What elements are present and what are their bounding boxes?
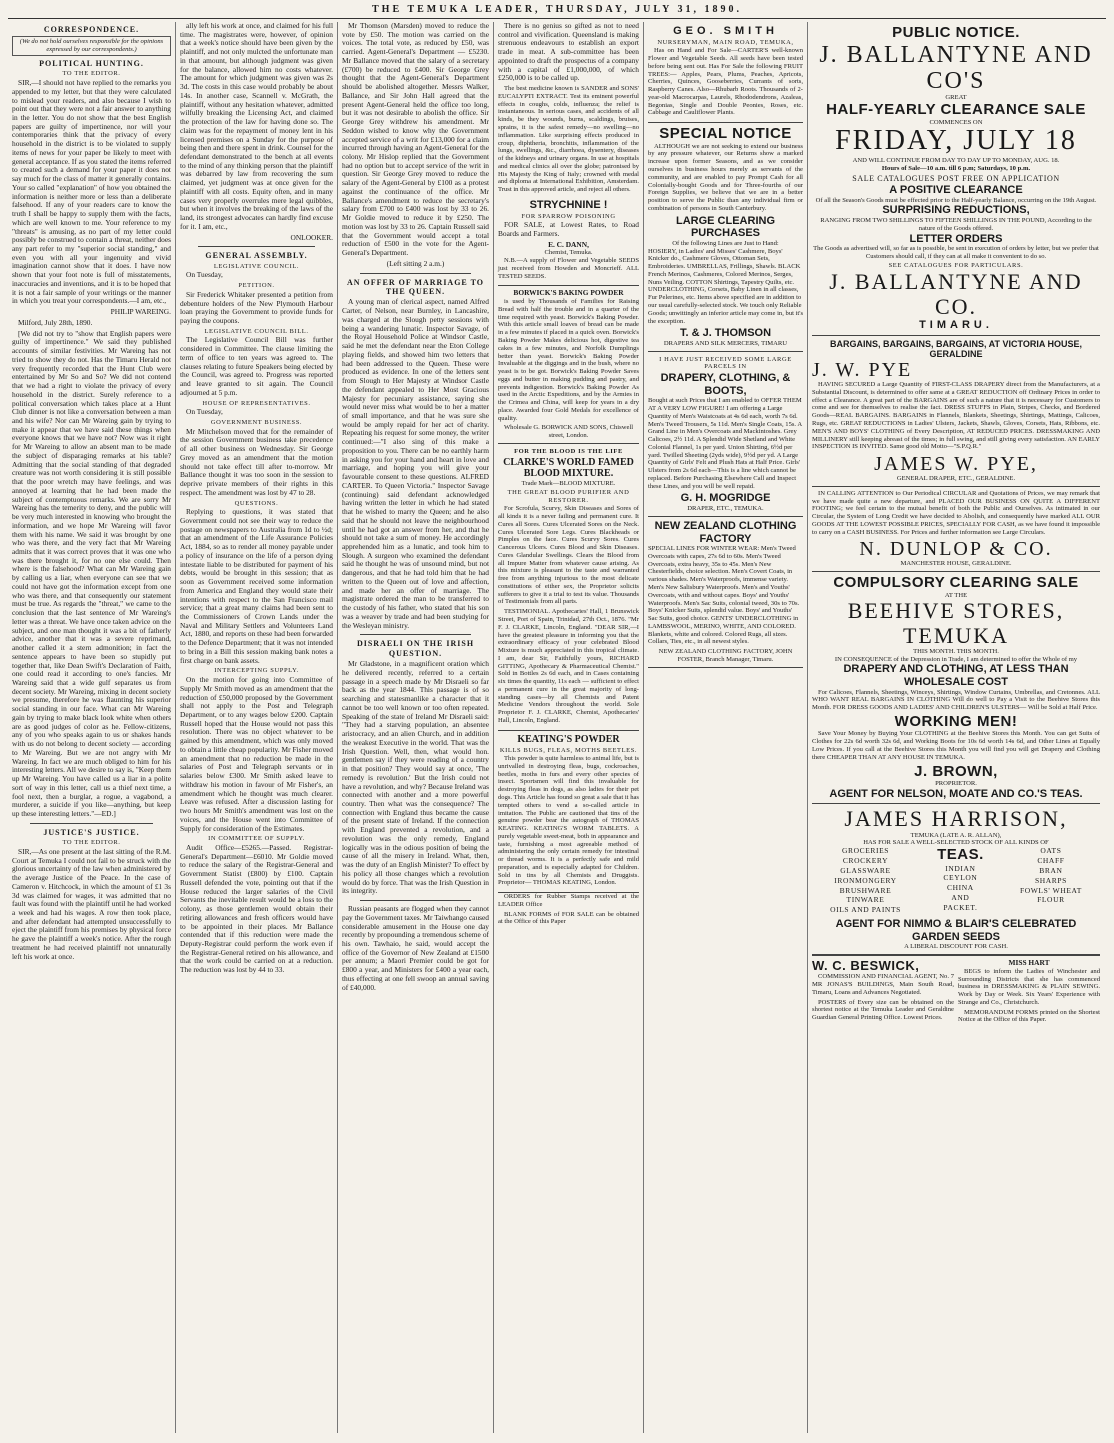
ad-line: SALE CATALOGUES POST FREE ON APPLICATION — [852, 173, 1060, 183]
ad-name: J. BALLANTYNE AND CO. — [829, 269, 1083, 319]
ad-memo: MEMORANDUM FORMS printed on the Shortest Notice at the Office of this Paper. — [958, 1008, 1100, 1024]
ad-body: HOSIERY, in Ladies' and Misses' Cashmere, Boys' Knicker do., Cashmere Gloves, Ottoman Sets, Embroideries. UMBRELLAS, Frillings, Shawls. BLACK French Merinos, Cashmeres, Colored Merinos, Serges, Nuns Veiling. COTTON Shirtings, Tapestry Quilts, etc. UNDERCLOTHING, Corsets, Baby Linen in all classes, Fur Pelerines, etc. Items above specified are in addition to our usual carefully-selected stock. We touch only Reliable Goods; unwittingly an inferior article may come in, but it's the exception. — [648, 247, 804, 325]
ad-name: J. BROWN, — [914, 762, 998, 780]
goods-item: CEYLON — [943, 873, 978, 883]
goods-mid — [937, 847, 984, 915]
goods-item: BRUSHWARE — [839, 885, 892, 895]
paragraph: Mr Thomson (Marsden) moved to reduce the vote by £50. The motion was carried on the voices. The total vote, as reduced by £50, was carried. Agent-General's Department — £5230. Mr Ballance moved that the salary of a secretary (£700) be reduced to £400. Sir George Grey thought that the Agent-General's Department should be abolished altogether. Messrs Walker, Ballance, and Sir John Hall agreed that the present Agent-General held the office too long, but it was not desirable to abolish the office. Sir George Grey withdrew his amendment. Mr Seddon wished to know why the Government accepted service of a writ for £13,000 for a claim incurred through having an Agent-General for the colony. Mr Hislop replied that the Government had no option but to accept service of the writ in question. Sir George Grey moved to reduce the salary of the Agent-General by £100 as a protest against the continuance of the office. Mr Ballance's amendment to reduce the secretary's salary from £700 to £400 was lost by 33 to 26. Mr Goldie moved to reduce it by £250. The motion was lost by 33 to 26. Captain Russell said that the Government would accept a total reduction of £500 in the vote for the Agent-General's Department. — [342, 22, 489, 258]
sitting-note: (Left sitting 2 a.m.) — [386, 258, 445, 268]
to-editor: TO THE EDITOR. — [62, 839, 121, 847]
masthead: THE TEMUKA LEADER, THURSDAY, JULY 31, 1890. — [372, 4, 742, 15]
paragraph: The best medicine known is SANDER and SONS' EUCALYPTI EXTRACT. Test its eminent powerful effects in coughs, colds, influenza; the relief is instantaneous. In serious cases, and accidents of all kinds, be they wounds, burns, scaldings, bruises, sprains, it is the safest remedy—no swelling—no inflammation. Like surprising effects produced in croup, diphtheria, bronchitis, inflammation of the lungs, swellings, &c., diarrhoea, dysentery, diseases of the kidneys and urinary organs. In use at hospitals and medical clinics all over the globe; patronised by His Majesty the King of Italy; crowned with medal and diploma at International Exhibition, Amsterdam. Trust in this approved article, and reject all others. — [498, 85, 639, 194]
goods-item: CHINA — [947, 883, 974, 893]
subheading: PETITION. — [238, 282, 275, 290]
ad-headline: HALF-YEARLY CLEARANCE SALE — [826, 101, 1086, 119]
ad-title: KEATING'S POWDER — [517, 733, 620, 745]
paragraph: Mr Gladstone, in a magnificent oration which he delivered recently, referred to a certain passage in a speech made by Mr Disraeli so far back as the year 1844. This passage is of so searching and statesmanlike a character that it cannot be too well known or too often repeated. Speaking of the state of Ireland Mr Disraeli said: "They had a starving population, an absentee aristocracy, and an alien Church, and in addition the weakest Executive in the world. That was the Irish Question. Well, then, what would hon. gentlemen say if they were reading of a country in that position? They would say at once, 'The remedy is revolution.' But the Irish could not have a revolution, and why? Because Ireland was connected with another and a more powerful country. Then what was the consequence? The connection with England thus became the cause of the present state of Ireland. If the connection with England prevented a revolution, and a revolution was the only remedy, England logically was in the odious position of being the cause of all the misery in Ireland. What, then, was the duty of an English Minister? To effect by his policy all those changes which a revolution would do by force. That was the Irish Question in its integrity. — [342, 659, 489, 896]
ad-harrison — [812, 804, 1100, 955]
ad-blank-forms: BLANK FORMS of FOR SALE can be obtained at the Office of this Paper — [498, 910, 639, 926]
ad-beswick — [812, 959, 954, 1026]
article-title: DISRAELI ON THE IRISH QUESTION. — [356, 639, 475, 658]
ad-body: The Goods as advertised will, so far as is possible, be sent in execution of orders by letter, but we prefer that Customers should call, if they can at all make it convenient to do so. — [813, 245, 1099, 261]
to-editor: TO THE EDITOR. — [62, 70, 121, 78]
ad-body: This powder is quite harmless to animal life, but is unrivalled in destroying fleas, bugs, cockroaches, beetles, moths in furs and every other species of insect. Sportsmen will find this invaluable for destroying fleas in dogs, as also ladies for their pet dogs. This Article has found so great a sale that it has tempted others to vend a so-called article in imitation. The Public are cautioned that tins of the genuine powder bear the autograph of THOMAS KEATING. KEATING'S WORM TABLETS. A purely vegetable sweet-meat, both in appearance and taste, furnishing a most agreeable method of administering the only certain remedy for intestinal or thread worms. It is a perfectly safe and mild preparation, and is especially adapted for Children. Sold in tins by all Chemists and Druggists. Proprietor— THOMAS KEATING, London. — [498, 755, 639, 887]
ad-line: AGENT FOR NIMMO & BLAIR'S CELEBRATED GARDEN SEEDS — [835, 918, 1077, 943]
ad-body: IN CALLING ATTENTION to Our Periodical CIRCULAR and Quotations of Prices, we may remark that we have made quite a new departure, and PLACED OUR BUSINESS ON QUITE A DIFFERENT FOOTING; we feel certain to the mutual benefit of both the Public and Ourselves. As intimated in our Circular, the System of Long Credit we have decided to Abolish, and consequently have marked ALL OUR GOODS AT THE LOWEST POSSIBLE PRICES, SPECIALLY FOR CASH, as we have found it impossible to carry on a CASH BUSINESS. For Prices and further information see Large Circulars. — [812, 489, 1100, 536]
column-correspondence — [8, 22, 176, 1433]
paragraph: On the motion for going into Committee of Supply Mr Smith moved as an amendment that the reduction of £50,000 proposed by the Government shall not apply to the Post and Telegraph Department, or to any wages below £200. Captain Russell hoped that the House would not pass this resolution. There was no object whatever to be gained by this amendment, which was only moved to obtain a little cheap popularity. Mr Fisher moved an amendment that no reduction be made in the salaries of Post and Telegraph servants or in salaries below £300. Mr Smith asked leave to withdraw his motion in favour of Mr Fisher's, an amendment which he thought was much clearer. Leave was refused. After a discussion lasting for two hours Mr Smith's amendment was lost on the voices, and the House went into Committee of Supply for consideration of the Estimates. — [180, 675, 333, 833]
ad-body: IN CONSEQUENCE of the Depression in Trade, I am determined to offer the Whole of my — [834, 655, 1078, 663]
ad-borwick — [498, 286, 639, 444]
ad-body: Save Your Money by Buying Your CLOTHING at the Beehive Stores this Month. You can get Suits of Clothes for 22s 6d worth 32s 6d, and Working Boots for 10s 6d worth 14s 6d, and Other Lines at Equally Low Prices. If you call at the Beehive Stores this Month you will find you will get Drapery and Clothing there CHEAPER THAN AT ANY HOUSE IN TEMUKA. — [812, 730, 1100, 761]
paragraph: Mr Mitchelson moved that for the remainder of the session Government business take precedence of all other business on Wednesday. Sir George Grey moved as an amendment that the motion should not take effect till after to-morrow. Mr Ballance thought it was too soon in the session to deprive private members of their rights in this respect. The amendment was lost by 47 to 28. — [180, 426, 333, 497]
ad-footer: NEW ZEALAND CLOTHING FACTORY, JOHN FOSTER, Branch Manager, Timaru. — [658, 648, 793, 663]
ad-headline: A POSITIVE CLEARANCE — [889, 184, 1023, 197]
divider — [30, 823, 153, 824]
editor-reply: [We did not try to "show that English papers were guilty of impertinence." We said they published accounts of similar festivities. Mr Wareing has not tried to show they do not. Has the Timaru Herald not very frequently recorded that the Hunt Club were entertained by Mr So and So? We did not contend that we had a right to violate the privacy of every household in the district. Surely reference to a political conversation which takes place at a Hunt Club dinner is not like a conversation between a man and his wife? Nor can Mr Wareing gain by trying to make it appear that we have said these things when everyone knows that we have not? Now was it right for Mr Wareing to allow an absent man to be made the subject of disparaging remarks at his table? Admitting that the social standing of that degraded creature was not worth considering it is still possible that the poor wretch may have feelings, and was annoyed at learning that he had been made the subject of contemptuous remarks. We are sorry Mr Wareing has the temerity to deny, and the public will be very much interested in knowing who brought the information, and we hope Mr Wareing will favor them with his name. We said it was brought by one who was there, and the very fact that Mr Wareing admits that it was correct proves that it was one who was there brought it, for no one else could. Then where is the falsehood? What can Mr Wareing gain by calling us a liar, when everyone can see that we could not have got the information except from one who was there, and that consequently our statement must be true. As regards the "threat," we came to the conclusion that the last sentence of Mr Wareing's letter was a threat. We have once taken advice on the subject, and one man thought it was a bit of fatherly advice, another that it was a severe reprimand, another called it a stern admonition; in fact the sentence appears to have been so stupidly put together that, like Dean Swift's Declaration of Faith, one could read it according to one's fancies. Mr Wareing said that a wide gulf separates us from decent society. Mr Wareing, mixing in decent society we presume, therefore he was flaunting his superior social standing in our face. What can Mr Wareing gain by trying to make black look white when others are as good judges of color as he. Fellow-citizens, any of you who speaks again to us or shakes hands with us do not belong to decent society — according to Mr Wareing. But we are not angry with Mr Wareing. In fact we are much obliged to him for his interesting letters. All we desire to say is, "Keep them up Mr Wareing. You have called us a liar in a polite sort of way in this letter, call us a thief next time, a fool next, then a burglar, a rogue, a vagabond, a murderer, a suicide if you like—anything, but keep up these interesting letters."—ED.] — [12, 328, 171, 819]
ad-name: T. & J. THOMSON — [679, 327, 772, 340]
letter-signature: PHILIP WAREING. — [110, 307, 171, 317]
ad-keating — [498, 731, 639, 893]
ad-ballantyne — [812, 22, 1100, 336]
ad-special-notice — [648, 123, 803, 352]
ad-beehive — [812, 572, 1100, 804]
ad-role: GENERAL DRAPER, ETC., GERALDINE. — [896, 475, 1016, 483]
letter-body: SIR,—As one present at the last sitting of the R.M. Court at Temuka I could not fail to be struck with the glorious uncertainty of the law when administered by the average Justice of the Peace. In the case of Cameron v. Hitchcock, in which the amount of £1 3s 3d was claimed for wages, it was admitted that no fault was found with the plaintiff until he had worked a week and had his wages. A row then took place, and after defendant had attempted unsuccessfully to eject the plaintiff from his premises by physical force he gave the plaintiff a week's notice. After the rough treatment he had received plaintiff not unnaturally left his work at once. — [12, 846, 171, 961]
letter-date: Milford, July 28th, 1890. — [18, 317, 93, 327]
ad-clarke — [498, 444, 639, 731]
ad-body: ALTHOUGH we are not seeking to extend our business by any pressure whatever, our Returns show a marked increase upon former Seasons, and as we consider ourselves in business hours merely as servants of the community, and are enabled to pay Prompt Cash for all Colonially-bought Goods and for Three-fourths of our Foreign Supplies, we believe that we are in a better position to serve the Public than any individual firm or combination of persons in South Canterbury. — [648, 142, 803, 212]
paragraph: A young man of clerical aspect, named Alfred Carter, of Nelson, near Burnley, in Lancashire, was charged at the Slough petty sessions with being a wandering lunatic. Inspector Savage, of the Royal Household Police at Windsor Castle, said he met the defendant near the Eton College playing fields, and showed him two letters that had been addressed to the Queen. These were produced as evidence. In one of the letters sent from Slough to Her Majesty at Windsor Castle the defendant appealed to Her Most Gracious Majesty for pecuniary assistance, saying she would never miss what would be to her a matter of small importance, and that he was sure she would be amply repaid for her act of charity. Repeating his request for some money, the writer continued:—"I also sing of this make a proposition to you. There can be no earthly harm in asking you for your hand and heart in love and marriage, and hoping you will give your favourable consent to these questions. ALFRED CARTER. To Queen Victoria." Inspector Savage (continuing) said defendant acknowledged having written the letter in which he had stated that he wished to marry the Queen; and he also said that he should not leave the neighbourhood until he had got an answer from her, and that he should not take a sum of money. He accordingly apprehended him as a lunatic, and took him to Slough. A surgeon who examined the defendant said he thought he was of unsound mind, but not dangerous, and that he had told him that he had written to the Queen out of love and affection, and made her an offer of marriage. The magistrate ordered the man to be transferred to the custody of his father, who stated that his son was a weaver by trade and had been studying for the Wesleyan ministry. — [342, 297, 489, 630]
goods-item: FLOUR — [1037, 895, 1065, 905]
ad-testimonial: TESTIMONIAL. Apothecaries' Hall, 1 Brunswick Street, Port of Spain, Trinidad, 27th Oct., 1876. "Mr F. J. CLARKE, Lincoln, England. "DEAR SIR,—I have the greatest pleasure in informing you that the extraordinary efficacy of your celebrated Blood Mixture is much appreciated in this tropical climate. I am, dear Sir, Faithfully yours, RICHARD GITTING, Apothecary & Pharmaceutical Chemist." Sold in Bottles 2s 6d each, and in Cases containing six times the quantity, 11s each — sufficient to effect a permanent cure in the great majority of long-standing cases—by all Chemists and Patent Medicine Vendors throughout the world. Sole Proprietor F. J. CLARKE, Chemist, Apothecaries' Hall, Lincoln, England. — [498, 608, 639, 724]
paragraph: There is no genius so gifted as not to need control and vivification. Queensland is making strenuous endeavours to establish an export trade in meat. A sub-committee has been appointed to draft the prospectus of a company with a capital of £1,000,000, of which £250,000 is to be called up. — [498, 22, 639, 83]
goods-item: CHAFF — [1037, 855, 1065, 865]
ad-body: FOR SALE, at Lowest Rates, to Road Boards and Farmers. — [498, 220, 639, 238]
section-heading: GENERAL ASSEMBLY. — [205, 251, 308, 261]
ad-subtitle: TEMUKA (LATE A. R. ALLAN), — [910, 831, 1002, 839]
paragraph: On Tuesday, — [186, 407, 223, 417]
ad-title: SPECIAL NOTICE — [659, 125, 792, 143]
ad-name: JAMES W. PYE, — [874, 453, 1038, 476]
column-ads-a — [494, 22, 644, 1433]
sale-date: FRIDAY, JULY 18 — [835, 125, 1077, 157]
ad-headline: COMPULSORY CLEARING SALE — [833, 574, 1079, 592]
ad-subtitle: Of the following Lines are Just to Hand: — [672, 239, 779, 247]
paragraph: Audit Office—£5265.—Passed. Registrar-General's Department—£6010. Mr Goldie moved to reduce the salary of the Registrar-General and Government Statist (£800) by £100. Captain Russell defended the vote, pointing out that if the House reduced the larger salaries of the Civil Servants the inevitable result would be a loss to the colony, as those gentlemen would obtain their retiring allowances and fresh officers would have to be appointed in their places. Mr Ballance contended that if this reduction were made the Deputy-Registrar could perform the work even if the Registrar-General retired on his allowance, and that the work could be carried on at a reduction. The reduction was lost by 44 to 33. — [180, 842, 333, 975]
ad-trademark: Trade Mark—BLOOD MIXTURE. — [521, 480, 616, 488]
ad-role: Chemist, Temuka. — [544, 249, 593, 257]
column-news — [338, 22, 494, 1433]
goods-item: OILS AND PAINTS — [830, 905, 901, 915]
ad-line: AGENT FOR NELSON, MOATE AND CO.'S TEAS. — [829, 787, 1083, 800]
ad-headline: WORKING MEN! — [894, 712, 1018, 730]
ad-title: BORWICK'S BAKING POWDER — [513, 288, 624, 298]
ad-name: W. C. BESWICK, — [812, 958, 920, 974]
letter-continued: ally left his work at once, and claimed for his full time. The magistrates were, however, of opinion that a week's notice should have been given by the plaintiff, and not only mulcted the unfortunate man in that amount, but although judgment was given for the balance, allowed him no costs whatever. The amount for which judgment was given was 2s 3d. The costs in this case would probably be about 14s. In another case, Scannell v. McGrath, the plaintiff, without any hesitation whatever, admitted wilfully breaking the Licensing Act, and claimed the protection of the law for having done so. The claim was for the repayment of money lent in his licensed premises on a Sunday for the purpose of being then and there spent in drink. Counsel for the defendant demonstrated to the bench at all events to the mind of any thinking person that the plaintiff was debarred by law from recovering the sum claimed, yet judgment was at once given for the plaintiff with all costs. Equity often, and in many cases very properly overrules mere legal quibbles, but when it involves the breaking of the laws of the land, its strongest advocates can hardly find excuse for it. I am, etc., — [180, 22, 333, 231]
ad-body: Bought at such Prices that I am enabled to OFFER THEM AT A VERY LOW FIGURE! I am offering a Large Quantity of Men's Waistcoats at 4s 6d each, worth 7s 6d. Men's Tweed Trousers, 5s 11d. Men's Single Coats, 15s. A Grand Line in Men's Overcoats and Mackintoshes. Grey Calicoes, 2½ 11d. A Splendid Wide Shetland and White Colonial Flannel, 1s per yard. Union Shirting, 6½d per yard. Twilled Sheeting (2yds wide), 9½d per yd. A Large Quantity of Girls' Felt and Plush Hats at Half Price. Girls' Ulsters from 2s 6d each—This is a line which cannot be replaced. Before Purchasing Elsewhere Call and Inspect these Lines, and you will be well repaid. — [648, 397, 802, 490]
ad-title: NEW ZEALAND CLOTHING FACTORY — [654, 519, 797, 545]
ad-subtitle: AT THE — [944, 591, 968, 599]
disclaimer-note: (We do not hold ourselves responsible for the opinions expressed by our correspondents.) — [12, 36, 171, 56]
ad-pye — [812, 336, 1100, 487]
ad-body: COMMISSION AND FINANCIAL AGENT, No. 7 MR JONAS'S BUILDINGS, Main South Road, Timaru, Loans and Advances Negotiated. — [812, 973, 954, 996]
small-ads-strip — [812, 955, 1100, 1026]
sale-hours: Hours of Sale—10 a.m. till 6 p.m; Saturdays, 10 p.m. — [881, 164, 1031, 172]
subheading: IN COMMITTEE OF SUPPLY. — [208, 835, 305, 843]
goods-item: PACKET. — [943, 903, 978, 913]
ad-footer: Wholesale G. BORWICK AND SONS, Chiswell street, London. — [503, 424, 634, 440]
ad-name: E. C. DANN, — [548, 239, 589, 249]
ad-mogridge — [648, 352, 803, 517]
goods-left — [830, 847, 901, 915]
ad-intro: I HAVE JUST RECEIVED SOME LARGE PARCELS IN — [659, 355, 792, 371]
ad-title: J. BALLANTYNE AND CO'S — [819, 41, 1093, 94]
subheading: INTERCEPTING SUPPLY. — [214, 667, 299, 675]
ad-geo-smith — [648, 22, 803, 123]
ad-dunlop — [812, 487, 1100, 572]
goods-heading: TEAS. — [937, 846, 984, 864]
ad-line: A LIBERAL DISCOUNT FOR CASH. — [904, 943, 1008, 951]
ad-role: PROPRIETOR. — [935, 780, 977, 788]
ad-name: G. H. MOGRIDGE — [680, 492, 771, 505]
ad-body: SPECIAL LINES FOR WINTER WEAR: Men's Tweed Overcoats with capes, 27s 6d to 60s. Men's Tweed Overcoats, extra heavy, 35s to 45s. Men's New Chesterfields, choice selection. Men's Covert Coats, in various shades. Men's Waterproofs, immense variety. Men's New Salisbury Waterproofs. Men's and Youths' Overcoats, with and without capes. Boys' and Youths' Waterproofs. Men's Sac Suits, colonial tweed, 30s to 70s. Boys' Knicker Suits, splendid value. Boys' and Youths' Sac Suits, good choice. GENTS' UNDERCLOTHING in LAMBSWOOL, MERINO, WHITE, AND COLORED. Blankets, white and colored. Colored Rugs, all sizes. Collars, Ties, etc., in all newest styles. — [648, 545, 800, 646]
ad-subtitle: NURSERYMAN, MAIN ROAD, TEMUKA, — [657, 38, 794, 46]
paragraph: Sir Frederick Whitaker presented a petition from debenture holders of the New Plymouth Harbour loan praying the Government to provide funds for paying the coupons. — [180, 289, 333, 326]
ad-subtitle: GREAT — [945, 94, 967, 102]
columns — [8, 18, 1106, 1433]
ad-body: HAS FOR SALE A WELL-SELECTED STOCK OF ALL KINDS OF — [863, 839, 1049, 847]
section-heading: CORRESPONDENCE. — [43, 25, 140, 34]
ad-body: Of all the Season's Goods must be effected prior to the Half-yearly Balance, occurring on the 19th August. — [815, 196, 1097, 204]
subheading: LEGISLATIVE COUNCIL. — [213, 262, 300, 270]
column-ads-c — [808, 22, 1104, 1433]
ad-body: AND WILL CONTINUE FROM DAY TO DAY UP TO MONDAY, AUG. 18. — [852, 157, 1060, 165]
ad-name: MISS HART — [1008, 958, 1050, 968]
subheading: GOVERNMENT BUSINESS. — [210, 418, 303, 426]
divider — [360, 273, 471, 274]
divider — [360, 900, 471, 901]
letter-signature: ONLOOKER. — [290, 232, 333, 242]
goods-item: FOWLS' WHEAT — [1019, 885, 1082, 895]
article-title: JUSTICE'S JUSTICE. — [43, 827, 140, 837]
ad-kicker: FOR THE BLOOD IS THE LIFE — [514, 447, 623, 455]
ad-subtitle: THE GREAT BLOOD PURIFIER AND RESTORER. — [507, 488, 630, 504]
goods-item: INDIAN — [945, 863, 976, 873]
goods-item: GLASSWARE — [840, 865, 891, 875]
article-title: POLITICAL HUNTING. — [39, 58, 144, 68]
ad-title: BEEHIVE STORES, TEMUKA — [847, 598, 1065, 648]
ad-note: N.B.—A supply of Flower and Vegetable SEEDS just received from Howden and Moncrieff. ALL TESTED SEEDS. — [498, 257, 639, 280]
ad-kicker: PUBLIC NOTICE. — [892, 24, 1020, 41]
subheading: QUESTIONS. — [234, 499, 279, 507]
ad-hart — [958, 959, 1100, 1026]
ad-title: CLARKE'S WORLD FAMED BLOOD MIXTURE. — [503, 456, 634, 480]
ad-body: HAVING SECURED a Large Quantity of FIRST-CLASS DRAPERY direct from the Manufacturers, at a Substantial Discount, is determined to offer same at a GREAT REDUCTION off Ordinary Prices in order to effect a Clearance. A great part of the BARGAINS are of such a nature that it is necessary for Customers to come and see for themselves to realise the fact. DRESS STUFFS in Plain, Stripes, Checks, and Bordered Goods—REAL BARGAINS. BARGAINS in Flannels, Blankets, Sheetings, Shirtings, Mattings, Calicoes, Rugs, etc. GREAT REDUCTIONS in Ladies' Ulsters, Jackets, Shawls, Gloves, Corsets, Hats, Ribbons, etc. MEN'S AND BOYS' CLOTHING of Every Description, AT REDUCED PRICES. DRESSMAKING AND MILLINERY still keeping abreast of the times; in full swing, and still giving every satisfaction. AN EARLY INSPECTION IS INVITED. Same good old Motto—"S.P.Q.R." — [812, 381, 1100, 451]
ad-body: For Calicoes, Flannels, Sheetings, Winceys, Shirtings, Window Curtains, Umbrellas, and Cretonnes. ALL WHO WANT REAL BARGAINS IN CLOTHING Will do well to Pay a Visit to the Beehive Stores this Month. FOR DRESS GOODS AND LADIES' AND CHILDREN'S ULSTERS— Will be Sold at Half Price. — [812, 688, 1100, 712]
ad-body: Has on Hand and For Sale—CARTER'S well-known Flower and Vegetable Seeds. All seeds have been tested before being sent out. Has For Sale the following FRUIT TREES:— Apples, Pears, Plums, Peaches, Apricots, Cherries, Quinces, Gooseberries, Currants of sorts, Raspberry Canes. Also—Rhubarb Roots. Thousands of 2-year-old Macrocarpas, Laurels, Rhododendrons, Azaleas, Begonias, Single and Double Peonies, Roses, etc. Cabbage and Cauliflower Plants. — [648, 47, 803, 117]
paragraph: Russian peasants are flogged when they cannot pay the Government taxes. Mr Taiwhango caused considerable amusement in the House one day recently by propounding a tremendous scheme of his own. Tawhaio, he said, would accept the office of the Governor of New Zealand at £1500 per annum; a Maori Premier could be got for £800 a year, and Ministers for £400 a year each, thus effecting at one fell swoop an annual saving of £40,000. — [342, 904, 489, 992]
goods-grid — [812, 847, 1100, 915]
ad-subtitle: COMMENCES ON — [929, 118, 983, 126]
subheading: HOUSE OF REPRESENTATIVES. — [202, 399, 311, 407]
ad-body: is used by Thousands of Families for Raising Bread with half the trouble and in a quarter of the time required with yeast. Borwick's Baking Powder. With this article small loaves of bread can be made in a few minutes if placed in a quick oven. Borwick's Baking Powder Makes delicious hot, digestive tea cakes in a few minutes, and Norfolk Dumplings better than yeast. Borwick's Baking Powder Invaluable at the diggings and in the bush, where no yeast is to be got. Borwick's Baking Powder Saves eggs and butter in making pudding and pastry, and prevents indigestion. Borwick's Baking Powder As used in the Arctic Expeditions, and by the Armies in the Crimea and China, will keep for years in a dry place. Awarded four Gold Medals for excellence of quality. — [498, 298, 639, 422]
ad-headline: DRAPERY AND CLOTHING, AT LESS THAN WHOLESALE COST — [843, 663, 1069, 689]
paragraph: The Legislative Council Bill was further considered in Committee. The clause limiting the term of office to ten years was agreed to. The clauses relating to future Speakers being elected by the Council, was agreed to. Progress was reported and leave granted to sit again. The Council adjourned at 5 p.m. — [180, 335, 333, 397]
ad-body: For Scrofula, Scurvy, Skin Diseases and Sores of all kinds it is a never failing and permanent cure. It Cures all Sores. Cures Ulcerated Sores on the Neck. Cures Ulcerated Sore Legs. Cures Blackheads or Pimples on the face. Cures Scurvy Sores. Cures Cancerous Ulcers. Cures Blood and Skin Diseases. Cures Glandular Swellings. Clears the Blood from all Impure Matter from whatever cause arising. As this mixture is pleasant to the taste and warranted free from anything injurious to the most delicate constitutions of either sex, the Proprietor solicits sufferers to give it a trial to test its value. Thousands of Testimonials from all parts. — [498, 505, 639, 606]
ad-strychnine — [498, 196, 639, 287]
divider — [360, 634, 471, 635]
article-title: AN OFFER OF MARRIAGE TO THE QUEEN. — [346, 277, 485, 296]
ad-role: MANCHESTER HOUSE, GERALDINE. — [900, 560, 1012, 568]
ad-title: DRAPERY, CLOTHING, & BOOTS, — [660, 372, 791, 397]
ad-title: LARGE CLEARING PURCHASES — [676, 214, 775, 240]
ad-rubber-stamps: ORDERS for Rubber Stamps received at the LEADER Office — [498, 893, 639, 908]
ad-headline: SURPRISING REDUCTIONS, — [882, 204, 1030, 217]
goods-item: TINWARE — [846, 895, 885, 905]
ad-headline: LETTER ORDERS — [909, 232, 1003, 245]
goods-item: BRAN — [1039, 865, 1063, 875]
ad-title: GEO. SMITH — [673, 25, 778, 37]
ad-role: DRAPERS AND SILK MERCERS, TIMARU — [663, 339, 788, 347]
goods-item: CROCKERY — [842, 855, 889, 865]
paragraph: Replying to questions, it was stated that Government could not see their way to reduce the postage on newspapers to Australia from 1d to ½d; that an amendment of the Life Assurance Policies Act, 1884, so as to render all money payable under a policy of insurance on the life of a person dying intestate liable to be distributed for payment of his debts, would be brought in this session; that as soon as Government received some information from America and England they would state their intentions with respect to the San Francisco mail service; that a great many claims had been sent to the Commissioners of Crown Lands under the Naval and Military Settlers and Volunteers Land Act, 1880, and reports on these had been forwarded to the Defence Department; that it was not intended to bring in a Bill this session making bank notes a first charge on bank assets. — [180, 507, 333, 665]
goods-item: SHARPS — [1034, 875, 1067, 885]
goods-item: GROCERIES — [841, 846, 890, 856]
ad-name: JAMES HARRISON, — [844, 806, 1068, 832]
goods-item: IRONMONGERY — [834, 875, 897, 885]
ad-role: TIMARU. — [919, 318, 993, 331]
ad-body: RANGING FROM TWO SHILLINGS TO FIFTEEN SHILLINGS IN THE POUND, According to the nature of the Goods offered. — [820, 217, 1092, 232]
paragraph: On Tuesday, — [186, 270, 223, 280]
goods-item: AND — [951, 893, 970, 903]
ad-name: J. W. PYE — [812, 359, 913, 382]
divider — [198, 246, 315, 247]
letter-body: SIR,—I should not have replied to the remarks you appended to my letter, but that they were calculated to mislead your readers, and also because I wish to point out that they were not a fair answer to anything in the letter. You do not show that the best English papers are guilty of impertinence, nor will your contemporaries think that the privacy of every household in the district is to be violated to supply items of news for your paper be likely to meet with general acceptance. If as you stated the items referred to created such a demand for your paper it does not say much for the class of matter it generally contains. Your so called "explanation" of how you obtained the information is neither more or less than a deliberate falsehood. If any of your readers care to know the truth I shall be happy to supply them with the facts, which are well known to me. Your reference to my "threats" is amusing, as no part of my letter could possibly be construed to contain a threat, neither does any part refer to my "superior social standing," and even you with all your ingenuity and vivid imagination cannot show that it does. I have now shown that your foot note is full of misstatements, inaccuracies and inventions, and it is to be hoped that it is not a fair sample of your writings or the manner in which you treat your correspondents.—I am, etc., — [12, 78, 171, 306]
ad-posters: POSTERS of Every size can be obtained on the shortest notice at the Temuka Leader and Geraldine Guardian General Printing Office. Lowest Prices. — [812, 998, 954, 1022]
goods-item: OATS — [1040, 846, 1062, 856]
column-assembly — [176, 22, 338, 1433]
subheading: LEGISLATIVE COUNCIL BILL. — [204, 327, 309, 335]
ad-name: N. DUNLOP & CO. — [859, 538, 1053, 561]
ad-title: STRYCHNINE ! — [529, 198, 608, 211]
ad-subtitle: THIS MONTH. THIS MONTH. — [913, 647, 999, 655]
ad-headline: BARGAINS, BARGAINS, BARGAINS, AT VICTORIA HOUSE, GERALDINE — [829, 338, 1082, 359]
ad-line: SEE CATALOGUES FOR PARTICULARS. — [888, 261, 1024, 269]
ad-subtitle: FOR SPARROW POISONING — [521, 212, 616, 220]
ad-nz-clothing — [648, 517, 803, 668]
ad-subtitle: KILLS BUGS, FLEAS, MOTHS BEETLES. — [499, 746, 638, 754]
ad-body: BEGS to inform the Ladies of Winchester and Surrounding Districts that she has commenced business in DRESSMAKING & PLAIN SEWING. Work by Day or Week. Six Years' Experience with Strange and Co., Christchurch. — [958, 967, 1100, 1006]
column-ads-b — [644, 22, 808, 1433]
ad-role: DRAPER, ETC., TEMUKA. — [687, 505, 764, 513]
goods-right — [1020, 847, 1082, 915]
